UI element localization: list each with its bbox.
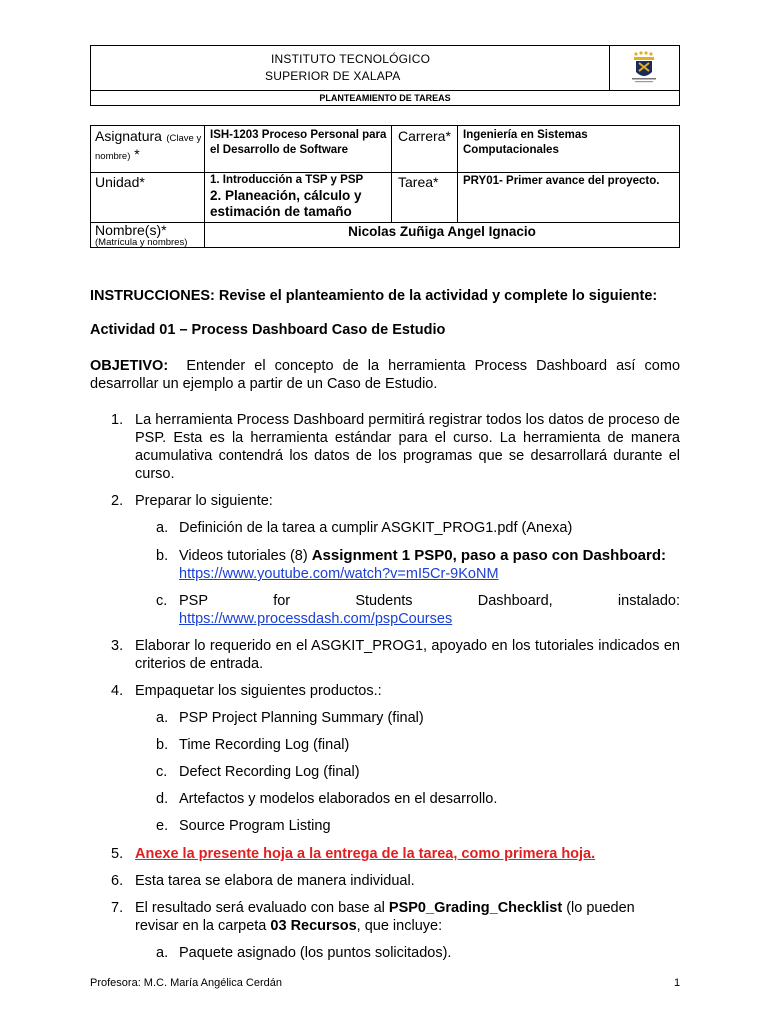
document-header xyxy=(90,45,680,106)
institute-logo-icon xyxy=(623,50,665,88)
tarea-value: PRY01- Primer avance del proyecto. xyxy=(463,175,660,187)
list-item-text: El resultado será evaluado con base al xyxy=(135,900,389,916)
list-item-number: 7. xyxy=(111,900,124,916)
sub-item: Definición de la tarea a cumplir ASGKIT_PROG1.pdf (Anexa) xyxy=(179,520,573,536)
assignment-title: Assignment 1 PSP0, paso a paso con Dashboard: xyxy=(311,547,666,564)
objective-label: OBJETIVO: xyxy=(90,358,169,374)
table-divider xyxy=(391,126,392,222)
sub-item-letter: d. xyxy=(156,791,169,807)
page-number: 1 xyxy=(674,977,681,989)
sub-item-letter: a. xyxy=(156,710,169,726)
activity-title: Actividad 01 – Process Dashboard Caso de Estudio xyxy=(90,322,446,338)
sub-item-letter: a. xyxy=(156,945,169,961)
unidad-value-2: 2. Planeación, cálculo y estimación de tamaño xyxy=(210,188,362,219)
processdash-link[interactable]: https://www.processdash.com/pspCourses xyxy=(179,611,453,627)
institute-name-line2: SUPERIOR DE XALAPA xyxy=(265,69,401,83)
header-divider xyxy=(609,46,610,90)
course-info-table xyxy=(90,125,680,248)
sub-item: Artefactos y modelos elaborados en el desarrollo. xyxy=(179,791,498,807)
sub-item-word: Students xyxy=(355,593,413,609)
sub-item: PSP Project Planning Summary (final) xyxy=(179,710,424,726)
unidad-value xyxy=(210,173,390,220)
list-item-text: (lo pueden revisar en la carpeta xyxy=(135,900,635,934)
objective-paragraph xyxy=(90,357,680,393)
nombre-label: Nombre(s)* xyxy=(95,223,167,238)
unidad-value-1: 1. Introducción a TSP y PSP xyxy=(210,174,364,186)
sub-item-word: instalado: xyxy=(617,593,680,609)
table-divider xyxy=(204,126,205,222)
asignatura-label: Asignatura xyxy=(95,128,162,144)
asignatura-value: ISH-1203 Proceso Personal para el Desarrollo de Software xyxy=(210,129,387,156)
sub-item xyxy=(179,592,680,610)
unidad-label: Unidad* xyxy=(95,174,145,190)
student-name: Nicolas Zuñiga Angel Ignacio xyxy=(348,224,536,239)
list-item-number: 3. xyxy=(111,638,124,654)
sub-item-letter: c. xyxy=(156,764,168,780)
instructions-heading: INSTRUCCIONES: Revise el planteamiento de la actividad y complete lo siguiente: xyxy=(90,288,658,304)
folder-name: 03 Recursos xyxy=(270,918,357,934)
institute-name-line1: INSTITUTO TECNOLÓGICO xyxy=(271,52,431,66)
objective-text: Entender el concepto de la herramienta Process Dashboard así como desarrollar un ejemplo a partir de un Caso de Estudio. xyxy=(90,358,681,392)
list-item-number: 1. xyxy=(111,412,124,428)
list-item-number: 4. xyxy=(111,683,124,699)
carrera-value: Ingeniería en Sistemas Computacionales xyxy=(463,129,588,156)
asignatura-label-cell xyxy=(95,128,203,164)
emphasis-note: Anexe la presente hoja a la entrega de la tarea, como primera hoja. xyxy=(135,846,596,862)
list-item-text: , que incluye: xyxy=(356,918,443,934)
sub-item: Time Recording Log (final) xyxy=(179,737,350,753)
list-item xyxy=(135,899,680,935)
list-item: Elaborar lo requerido en el ASGKIT_PROG1, apoyado en los tutoriales indicados en criterios de entrada. xyxy=(135,638,680,672)
asignatura-hint: (Clave y nombre) xyxy=(95,133,202,162)
checklist-name: PSP0_Grading_Checklist xyxy=(388,900,563,916)
section-title: PLANTEAMIENTO DE TAREAS xyxy=(91,90,679,105)
youtube-link[interactable]: https://www.youtube.com/watch?v=mI5Cr-9KoNM xyxy=(179,566,499,582)
header-title-block xyxy=(91,46,679,90)
footer-author: Profesora: M.C. María Angélica Cerdán xyxy=(90,977,282,989)
tarea-label: Tarea* xyxy=(398,174,439,190)
sub-item-letter: a. xyxy=(156,520,169,536)
sub-item-letter: c. xyxy=(156,593,168,609)
sub-item xyxy=(179,547,684,565)
sub-item: Defect Recording Log (final) xyxy=(179,764,360,780)
sub-item-text: Videos tutoriales (8) xyxy=(179,548,312,564)
nombre-hint: (Matrícula y nombres) xyxy=(95,237,188,248)
sub-item-word: Dashboard, xyxy=(477,593,553,609)
list-item: Esta tarea se elabora de manera individual. xyxy=(135,873,415,889)
sub-item-word: for xyxy=(273,593,291,609)
table-divider xyxy=(457,126,458,222)
sub-item-letter: e. xyxy=(156,818,169,834)
list-item-number: 2. xyxy=(111,493,124,509)
list-item: Empaquetar los siguientes productos.: xyxy=(135,683,382,699)
list-item: Preparar lo siguiente: xyxy=(135,493,273,509)
carrera-label: Carrera* xyxy=(398,128,451,144)
sub-item: Source Program Listing xyxy=(179,818,331,834)
list-item-number: 6. xyxy=(111,873,124,889)
sub-item-letter: b. xyxy=(156,737,169,753)
list-item: La herramienta Process Dashboard permitirá registrar todos los datos de proceso de PSP. Esta es la herramienta estándar para el curso. La herramienta de manera acumulativa contendrá los datos de los programas que se desarrollará durante el curso. xyxy=(135,412,680,482)
sub-item: Paquete asignado (los puntos solicitados). xyxy=(179,945,452,961)
list-item-number: 5. xyxy=(111,846,124,862)
sub-item-letter: b. xyxy=(156,548,169,564)
required-star: * xyxy=(134,146,140,162)
sub-item-word: PSP xyxy=(179,593,209,609)
nombre-label-cell xyxy=(95,223,203,248)
